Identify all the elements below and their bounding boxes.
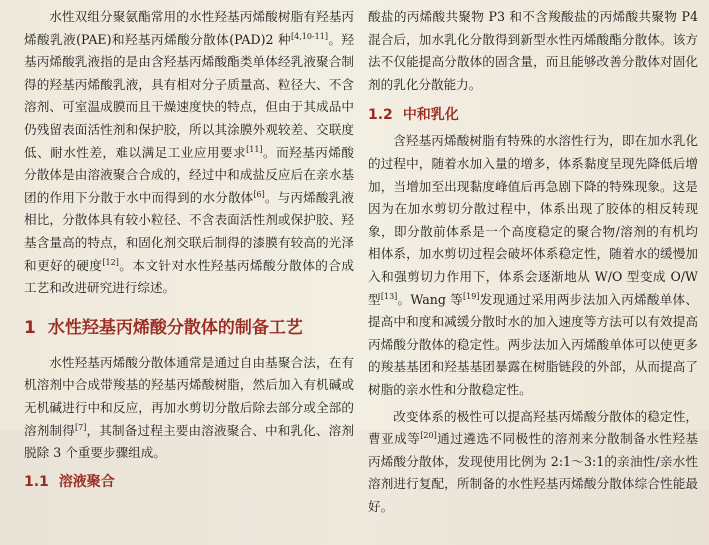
polarity-paragraph: 改变体系的极性可以提高羟基丙烯酸分散体的稳定性，曹亚成等[20]通过遴选不同极性的溶剂来分散制备水性羟基丙烯酸分散体，发现使用比例为 2:1～3:1的亲油性/亲水性溶剂进行复配，所制备的水性羟基丙烯酸分散体综合性能最好。 xyxy=(368,408,699,514)
citation: [6] xyxy=(253,189,265,199)
section-1-heading: 1 水性羟基丙烯酸分散体的制备工艺 xyxy=(24,317,303,338)
continued-paragraph: 酸盐的丙烯酸共聚物 P3 和不含羧酸盐的丙烯酸共聚物 P4 混合后，加水乳化分散得到新型水性丙烯酸酯分散体。该方法不仅能提高分散体的固含量，而且能够改善分散体对固化剂的乳化分散能力。 xyxy=(368,9,698,92)
section-1-2-heading: 1.2 中和乳化 xyxy=(368,107,459,124)
citation: [12] xyxy=(102,257,119,267)
citation: [13] xyxy=(380,291,398,301)
right-column xyxy=(368,6,698,518)
section-1-2-paragraph: 含羟基丙烯酸树脂有特殊的水溶性行为，即在加水乳化的过程中，随着水加入量的增多，体系黏度呈现先降低后增加，当增加至出现黏度峰值后再急剧下降的特殊现象。这是因为在加水剪切分散过程中，体系出现了胶体的相反转现象，即分散前体系是一个高度稳定的聚合物/溶剂的有机均相体系，加水剪切过程会破坏体系稳定性，随着水的缓慢加入和强剪切力作用下，体系会逐渐地从 W/O 型变成 O/W 型[13]。Wang 等[19]发现通过采用两步法加入丙烯酸单体、提高中和度和减缓分散时水的加入速度等方法可以有效提高丙烯酸分散体的稳定性。两步法加入丙烯酸单体可以使更多的羧基基团和羟基基团暴露在树脂链段的外部，从而提高了树脂的亲水性和分散稳定性。 xyxy=(368,133,698,397)
citation: [19] xyxy=(463,291,480,301)
intro-paragraph: 水性双组分聚氨酯常用的水性羟基丙烯酸树脂有羟基丙烯酸乳液(PAE)和羟基丙烯酸分散体(PAD)2 种[4,10-11]。羟基丙烯酸乳液指的是由含羟基丙烯酸酯类单体经乳液聚合制得的羟基丙烯酸乳液，具有相对分子质量高、粒径大、不含溶剂、可室温成膜而且干燥速度快的特点，但由于其成品中仍残留表面活性剂和保护胶，所以其涂膜外观较差、交联度低、耐水性差，难以满足工业应用要求[11]。而羟基丙烯酸分散体是由溶液聚合合成的，经过中和成盐反应后在亲水基团的作用下分散于水中而得到的水分散体[6]。与丙烯酸乳液相比，分散体具有较小粒径、不含表面活性剂或保护胶、羟基含量高的特点，和固化剂交联后制得的漆膜有较高的光泽和更好的硬度[12]。本文针对水性羟基丙烯酸分散体的合成工艺和改进研究进行综述。 xyxy=(24,9,355,296)
section-1-paragraph: 水性羟基丙烯酸分散体通常是通过自由基聚合法，在有机溶剂中合成带羧基的羟基丙烯酸树脂，然后加入有机碱或无机碱进行中和反应，再加水剪切分散后除去部分或全部的溶剂制得[7]，其制备过程主要由溶液聚合、中和乳化、溶剂脱除 3 个重要步骤组成。 xyxy=(24,354,355,461)
left-column xyxy=(24,6,354,497)
section-1-1-heading: 1.1 溶液聚合 xyxy=(24,473,115,490)
citation: [11] xyxy=(246,144,263,154)
citation: [7] xyxy=(75,422,87,432)
citation: [4,10-11] xyxy=(291,31,328,41)
citation: [20] xyxy=(420,431,437,441)
